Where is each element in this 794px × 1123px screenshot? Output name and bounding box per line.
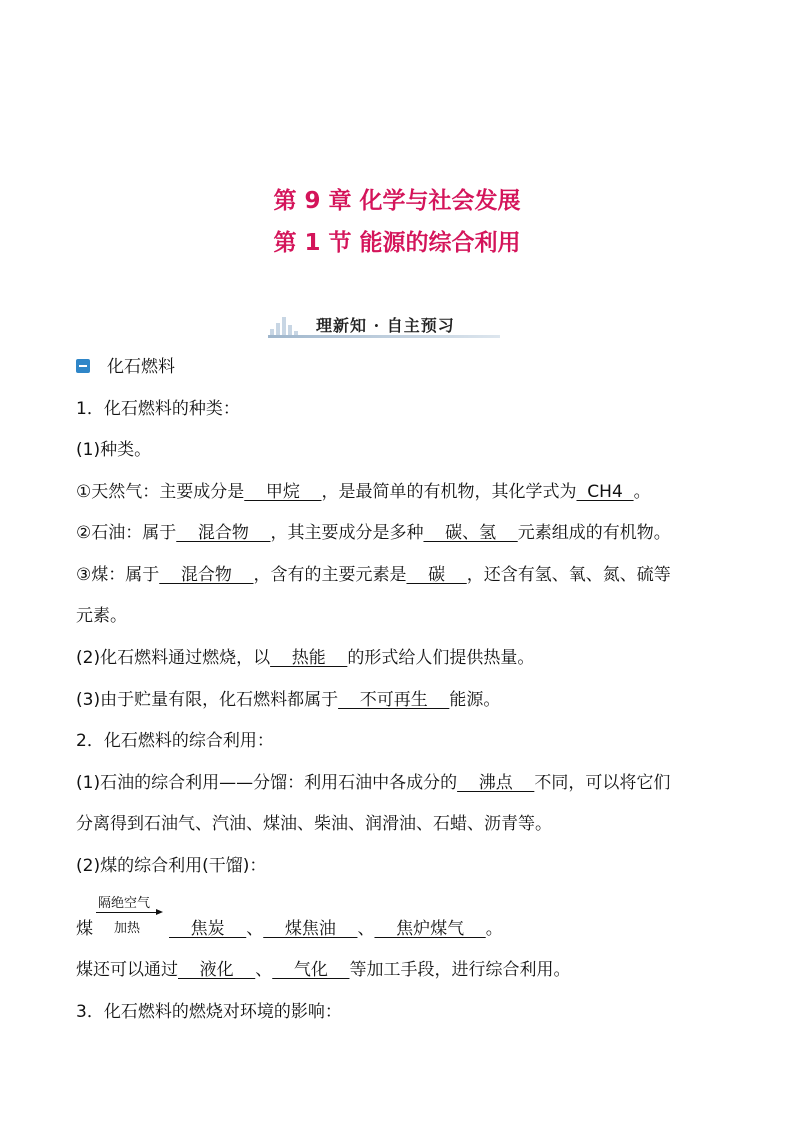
text: 的形式给人们提供热量。 bbox=[347, 648, 535, 668]
text: 、 bbox=[246, 919, 264, 939]
p2-line bbox=[76, 646, 534, 670]
banner-text: 理新知 · 自主预习 bbox=[316, 316, 455, 335]
arrow-condition-bottom: 加热 bbox=[114, 921, 141, 936]
text: 不同，可以将它们 bbox=[534, 773, 671, 793]
blank-answer: 气化 bbox=[272, 960, 350, 980]
distill-line bbox=[76, 771, 670, 795]
blank-answer: 液化 bbox=[178, 960, 256, 980]
blank-answer: 甲烷 bbox=[244, 482, 322, 502]
blank-answer: 碳 bbox=[406, 565, 467, 585]
blank-answer: 焦炭 bbox=[169, 919, 247, 939]
coal-line-2: 元素。 bbox=[76, 606, 127, 626]
text: 煤 bbox=[76, 919, 93, 939]
section-banner bbox=[268, 312, 500, 338]
arrow-right-icon bbox=[96, 912, 158, 913]
blank-answer: 混合物 bbox=[159, 565, 254, 585]
text: (3)由于贮量有限，化石燃料都属于 bbox=[76, 690, 339, 710]
text: 元素组成的有机物。 bbox=[517, 523, 671, 543]
text: 、 bbox=[255, 960, 273, 980]
text: 。 bbox=[633, 482, 651, 502]
text: 等加工手段，进行综合利用。 bbox=[349, 960, 571, 980]
q2-title: 2．化石燃料的综合利用： bbox=[76, 731, 274, 751]
coal-line bbox=[76, 563, 671, 587]
q3-title: 3．化石燃料的燃烧对环境的影响： bbox=[76, 1002, 342, 1022]
blank-answer: 混合物 bbox=[176, 523, 271, 543]
text: (1)石油的综合利用——分馏：利用石油中各成分的 bbox=[76, 773, 458, 793]
petroleum-line bbox=[76, 521, 671, 545]
coal-products-line bbox=[76, 917, 503, 941]
chapter-title: 第 9 章 化学与社会发展 bbox=[273, 188, 521, 214]
blank-answer: CH4 bbox=[576, 482, 634, 502]
section-heading bbox=[76, 355, 175, 379]
text: ③煤：属于 bbox=[76, 565, 160, 585]
blank-answer: 沸点 bbox=[457, 773, 535, 793]
text: ，还含有氢、氧、氮、硫等 bbox=[466, 565, 671, 585]
text: 、 bbox=[357, 919, 375, 939]
q1-sub: (1)种类。 bbox=[76, 440, 152, 460]
text: ，含有的主要元素是 bbox=[253, 565, 407, 585]
text: ①天然气：主要成分是 bbox=[76, 482, 245, 502]
blank-answer: 不可再生 bbox=[338, 690, 450, 710]
arrow-condition-top: 隔绝空气 bbox=[98, 896, 151, 911]
text: (2)化石燃料通过燃烧，以 bbox=[76, 648, 271, 668]
blank-answer: 热能 bbox=[270, 648, 348, 668]
section-heading-label: 化石燃料 bbox=[107, 357, 175, 377]
liquefy-line bbox=[76, 958, 570, 982]
text: ，其主要成分是多种 bbox=[270, 523, 424, 543]
text: 煤还可以通过 bbox=[76, 960, 178, 980]
natural-gas-line bbox=[76, 480, 651, 504]
distill-line-2: 分离得到石油气、汽油、煤油、柴油、润滑油、石蜡、沥青等。 bbox=[76, 814, 552, 834]
coal-use-title: (2)煤的综合利用(干馏)： bbox=[76, 856, 267, 876]
section-title: 第 1 节 能源的综合利用 bbox=[273, 230, 521, 256]
q1-title: 1．化石燃料的种类： bbox=[76, 399, 240, 419]
blank-answer: 焦炉煤气 bbox=[374, 919, 486, 939]
p3-line bbox=[76, 688, 500, 712]
text: ，是最简单的有机物，其化学式为 bbox=[321, 482, 577, 502]
text: ②石油：属于 bbox=[76, 523, 177, 543]
blank-answer: 碳、氢 bbox=[423, 523, 518, 543]
blank-answer: 煤焦油 bbox=[263, 919, 358, 939]
text: 。 bbox=[485, 919, 503, 939]
minus-square-icon bbox=[76, 359, 90, 373]
text: 能源。 bbox=[449, 690, 501, 710]
